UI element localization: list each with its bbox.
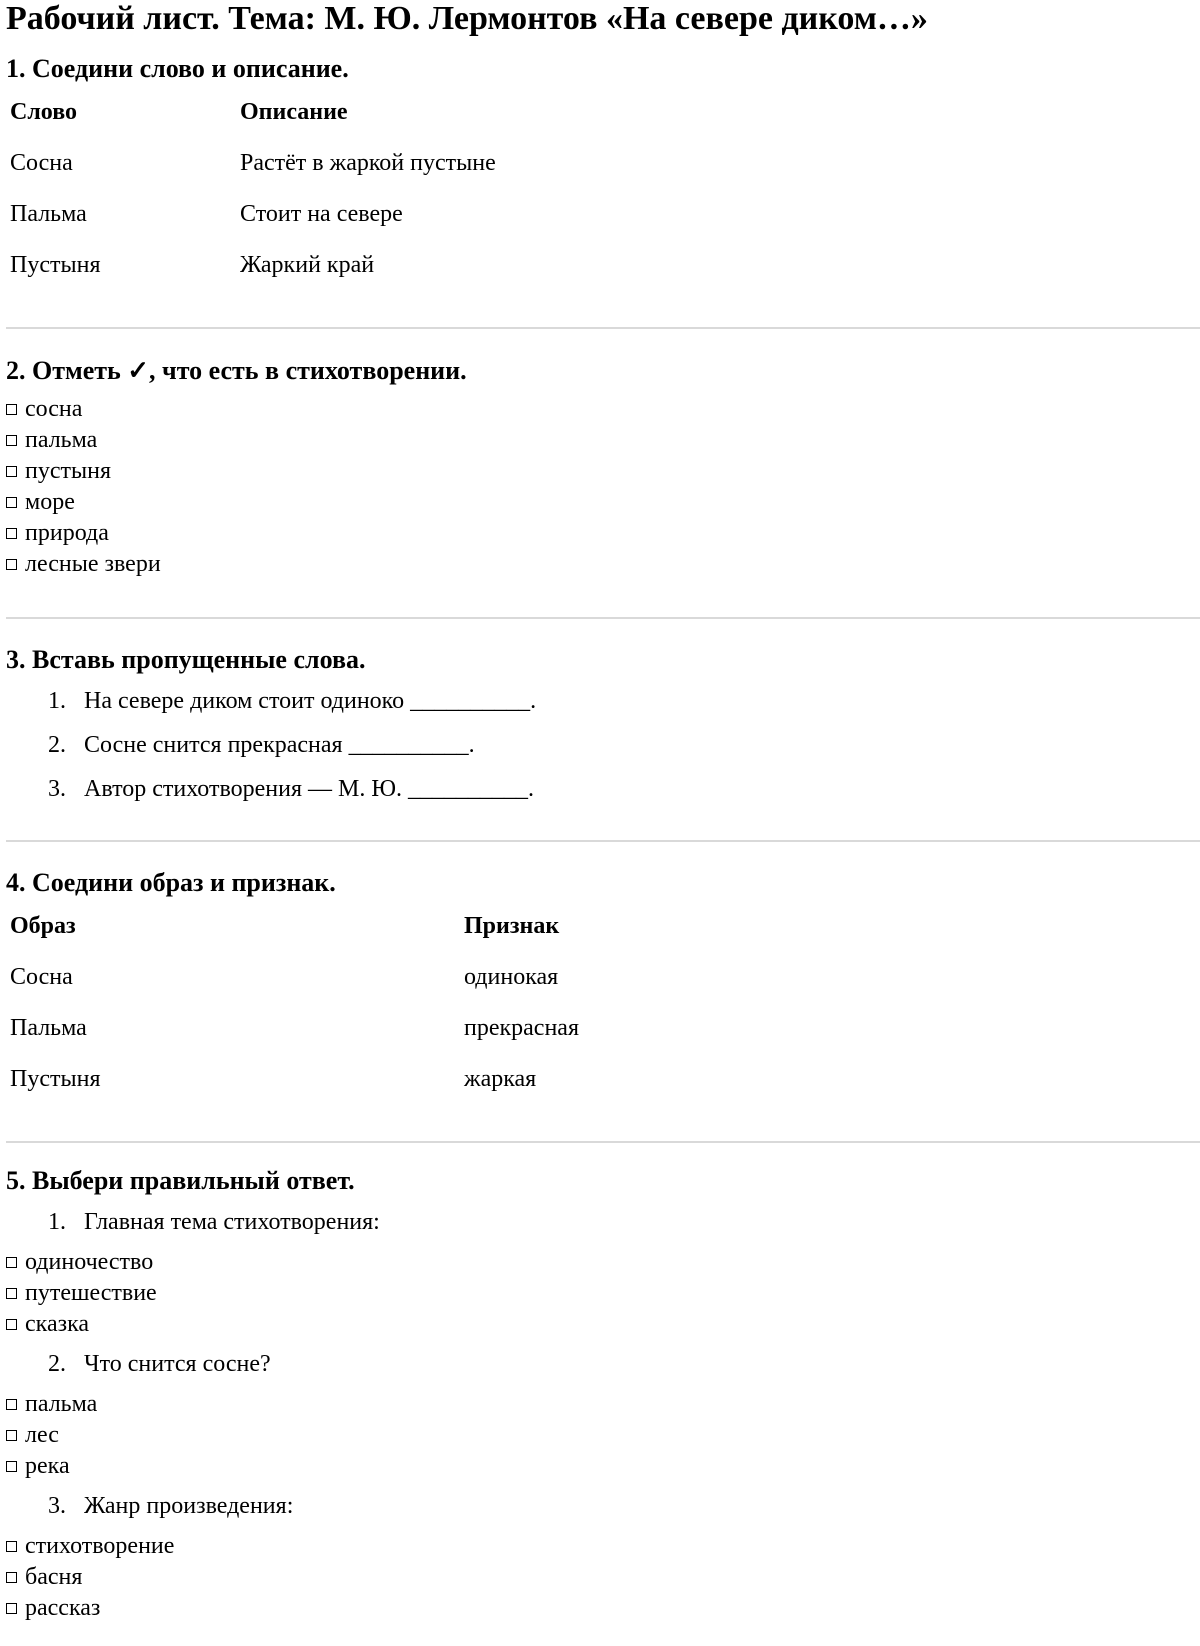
section-1-heading: 1. Соедини слово и описание. bbox=[6, 54, 349, 83]
checkbox[interactable] bbox=[6, 1319, 17, 1330]
word-cell: Пальма bbox=[10, 201, 87, 227]
question-number: 2. bbox=[48, 1351, 66, 1377]
section-divider bbox=[6, 840, 1200, 842]
section-3-heading: 3. Вставь пропущенные слова. bbox=[6, 645, 366, 674]
column-header-description: Описание bbox=[240, 99, 348, 125]
checkbox-label: пальма bbox=[25, 427, 98, 453]
list-item[interactable] bbox=[6, 549, 1196, 580]
answer-options bbox=[6, 1389, 1196, 1482]
checkbox[interactable] bbox=[6, 1399, 17, 1410]
checkbox[interactable] bbox=[6, 1288, 17, 1299]
checkbox-label: стихотворение bbox=[25, 1533, 175, 1559]
question bbox=[6, 1484, 1196, 1528]
checkbox-label: река bbox=[25, 1453, 70, 1479]
question-text: Что снится сосне? bbox=[84, 1351, 271, 1377]
checkbox[interactable] bbox=[6, 1430, 17, 1441]
section-divider bbox=[6, 1141, 1200, 1143]
table-header-row bbox=[6, 901, 583, 952]
checkbox[interactable] bbox=[6, 1257, 17, 1268]
column-header-image: Образ bbox=[10, 913, 76, 939]
list-item[interactable] bbox=[6, 487, 1196, 518]
word-cell: Сосна bbox=[10, 150, 73, 176]
trait-cell: прекрасная bbox=[464, 1015, 579, 1041]
question-text: Главная тема стихотворения: bbox=[84, 1209, 380, 1235]
checkbox-label: море bbox=[25, 489, 75, 515]
table-row bbox=[6, 240, 500, 291]
checkbox-label: сказка bbox=[25, 1311, 90, 1337]
description-cell: Стоит на севере bbox=[240, 201, 403, 227]
section-2 bbox=[6, 356, 1196, 580]
table-row bbox=[6, 1054, 583, 1105]
section-1 bbox=[6, 54, 1196, 291]
checkbox-label: лес bbox=[25, 1422, 59, 1448]
description-cell: Жаркий край bbox=[240, 252, 375, 278]
list-item[interactable] bbox=[6, 518, 1196, 549]
list-item[interactable] bbox=[6, 1562, 1196, 1593]
question bbox=[6, 1200, 1196, 1244]
section-4 bbox=[6, 868, 1196, 1105]
checkbox-label: пальма bbox=[25, 1391, 98, 1417]
word-cell: Пустыня bbox=[10, 252, 101, 278]
question-number: 3. bbox=[48, 1493, 66, 1519]
checkbox[interactable] bbox=[6, 466, 17, 477]
checkbox[interactable] bbox=[6, 1572, 17, 1583]
checkbox-label: пустыня bbox=[25, 458, 111, 484]
checkbox[interactable] bbox=[6, 435, 17, 446]
list-item[interactable] bbox=[6, 1420, 1196, 1451]
list-item[interactable] bbox=[6, 1278, 1196, 1309]
section-4-table bbox=[6, 901, 583, 1105]
list-item[interactable] bbox=[6, 1247, 1196, 1278]
page-title: Рабочий лист. Тема: М. Ю. Лермонтов «На севере диком…» bbox=[6, 0, 928, 37]
fill-in-sentence: На севере диком стоит одиноко __________. bbox=[84, 688, 537, 714]
trait-cell: жаркая bbox=[464, 1066, 537, 1092]
section-3-list bbox=[6, 679, 1196, 811]
checkbox-label: природа bbox=[25, 520, 109, 546]
checkbox-label: сосна bbox=[25, 396, 83, 422]
table-row bbox=[6, 952, 583, 1003]
fill-in-sentence: Автор стихотворения — М. Ю. __________. bbox=[84, 776, 535, 802]
section-2-checklist bbox=[6, 394, 1196, 580]
question bbox=[6, 1342, 1196, 1386]
column-header-trait: Признак bbox=[464, 913, 560, 939]
list-item[interactable] bbox=[6, 456, 1196, 487]
question-number: 1. bbox=[48, 1209, 66, 1235]
checkbox-label: одиночество bbox=[25, 1249, 154, 1275]
table-row bbox=[6, 138, 500, 189]
section-2-heading: 2. Отметь ✓, что есть в стихотворении. bbox=[6, 356, 467, 385]
section-5-heading: 5. Выбери правильный ответ. bbox=[6, 1166, 355, 1195]
question-text: Жанр произведения: bbox=[84, 1493, 294, 1519]
trait-cell: одинокая bbox=[464, 964, 559, 990]
checkbox[interactable] bbox=[6, 528, 17, 539]
list-item[interactable] bbox=[6, 425, 1196, 456]
list-item bbox=[6, 723, 1196, 767]
image-cell: Пальма bbox=[10, 1015, 87, 1041]
list-item[interactable] bbox=[6, 1389, 1196, 1420]
checkbox[interactable] bbox=[6, 404, 17, 415]
checkbox[interactable] bbox=[6, 559, 17, 570]
section-5 bbox=[6, 1166, 1196, 1624]
checkbox[interactable] bbox=[6, 497, 17, 508]
section-4-heading: 4. Соедини образ и признак. bbox=[6, 868, 336, 897]
section-1-table bbox=[6, 87, 500, 291]
section-divider bbox=[6, 327, 1200, 329]
answer-options bbox=[6, 1247, 1196, 1340]
section-divider bbox=[6, 617, 1200, 619]
checkbox-label: рассказ bbox=[25, 1595, 101, 1621]
description-cell: Растёт в жаркой пустыне bbox=[240, 150, 496, 176]
list-item[interactable] bbox=[6, 1309, 1196, 1340]
column-header-word: Слово bbox=[10, 99, 77, 125]
list-item[interactable] bbox=[6, 394, 1196, 425]
section-3 bbox=[6, 645, 1196, 811]
list-item bbox=[6, 767, 1196, 811]
item-number: 2. bbox=[48, 732, 66, 758]
list-item[interactable] bbox=[6, 1593, 1196, 1624]
checkbox[interactable] bbox=[6, 1541, 17, 1552]
checkbox-label: путешествие bbox=[25, 1280, 157, 1306]
list-item[interactable] bbox=[6, 1451, 1196, 1482]
table-row bbox=[6, 1003, 583, 1054]
fill-in-sentence: Сосне снится прекрасная __________. bbox=[84, 732, 475, 758]
table-row bbox=[6, 189, 500, 240]
item-number: 3. bbox=[48, 776, 66, 802]
checkbox-label: лесные звери bbox=[25, 551, 161, 577]
checkbox-label: басня bbox=[25, 1564, 83, 1590]
image-cell: Сосна bbox=[10, 964, 73, 990]
table-header-row bbox=[6, 87, 500, 138]
image-cell: Пустыня bbox=[10, 1066, 101, 1092]
item-number: 1. bbox=[48, 688, 66, 714]
answer-options bbox=[6, 1531, 1196, 1624]
list-item[interactable] bbox=[6, 1531, 1196, 1562]
checkbox[interactable] bbox=[6, 1603, 17, 1614]
checkbox[interactable] bbox=[6, 1461, 17, 1472]
list-item bbox=[6, 679, 1196, 723]
